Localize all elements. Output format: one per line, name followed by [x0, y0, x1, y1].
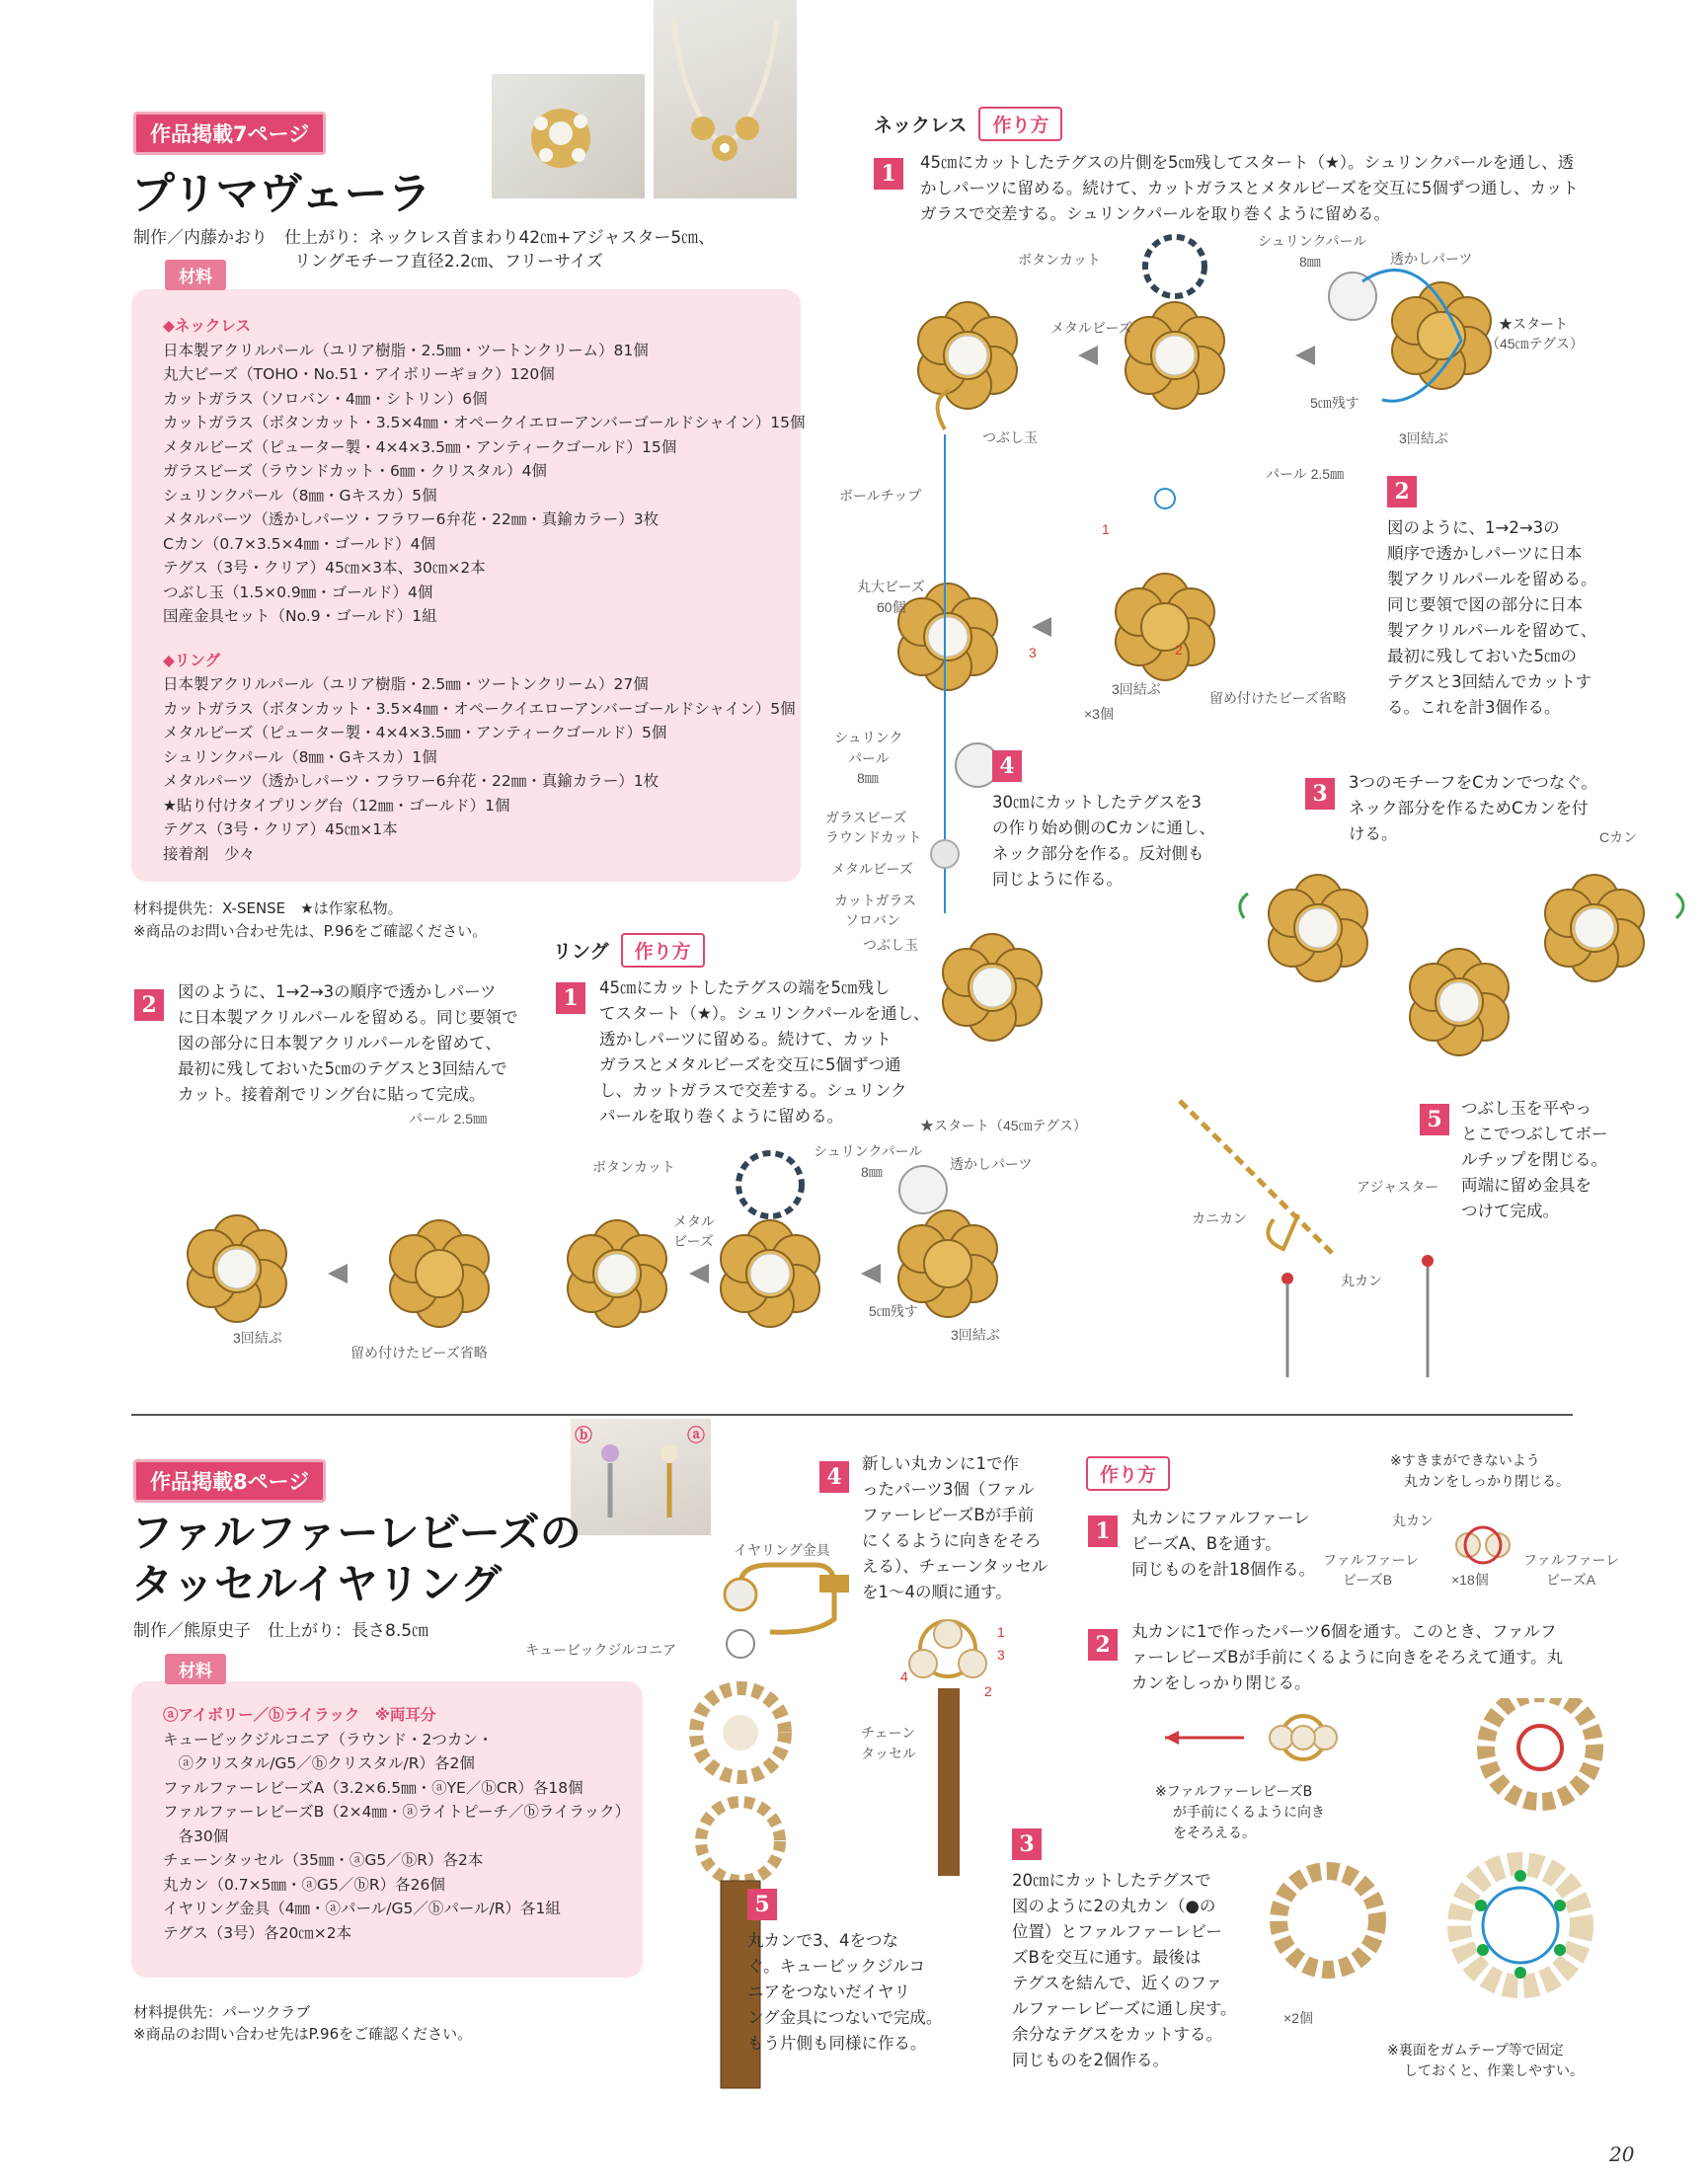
photo-badge-b: ⓑ [575, 1426, 592, 1446]
necklace-step2-number: 2 [1387, 476, 1417, 507]
step2-flower-a [898, 583, 997, 690]
label-far-b-1: ファルファーレ [1323, 1552, 1420, 1568]
step3-motif-right [1545, 875, 1644, 981]
step-line: 位置）とファルファーレビー [1012, 1922, 1222, 1941]
material-item: メタルパーツ（透かしパーツ・フラワー6弁花・22㎜・真鍮カラー）3枚 [163, 510, 660, 528]
ring-label-metal-1: メタル [673, 1213, 715, 1229]
material-item: テグス（3号・クリア）45㎝×3本、30㎝×2本 [163, 559, 486, 577]
ring-photo [492, 74, 645, 198]
ring-step1-flower-b [721, 1220, 819, 1327]
step-line: カンをしっかり閉じる。 [1131, 1673, 1311, 1692]
material-item: 日本製アクリルパール（ユリア樹脂・2.5㎜・ツートンクリーム）81個 [163, 341, 649, 359]
section2-credit: 制作／熊原史子 仕上がり：長さ8.5㎝ [133, 1621, 429, 1641]
material-item: カットガラス（ソロバン・4㎜・シトリン）6個 [163, 389, 488, 408]
label-tsubushi: つぶし玉 [982, 429, 1038, 445]
necklace-step4-text [992, 790, 1215, 893]
ring-label-button-cut: ボタンカット [592, 1159, 675, 1175]
step-line: し、カットガラスで交差する。シュリンク [599, 1081, 907, 1100]
label-60: 60個 [877, 599, 906, 615]
step-line: に日本製アクリルパールを留める。同じ要領で [178, 1008, 518, 1027]
ring-step1-number: 1 [556, 982, 585, 1014]
step-line: 図のように2の丸カン（●の [1012, 1897, 1216, 1915]
material-item: カットガラス（ボタンカット・3.5×4㎜・オペークイエローアンバーゴールドシャイン）5個 [163, 699, 796, 718]
page-number: 20 [1609, 2142, 1635, 2166]
label-leave-5cm: 5㎝残す [1310, 395, 1359, 411]
step-line: 3つのモチーフをCカンでつなぐ。 [1349, 773, 1597, 792]
necklace-heading-text: ネックレス [874, 115, 968, 136]
necklace-materials [163, 314, 806, 866]
step-line: ルファーレビーズに通し戻す。 [1012, 1999, 1237, 2018]
step-line: テグスを結んで、近くのファ [1012, 1974, 1223, 1992]
material-item: テグス（3号・クリア）45㎝×1本 [163, 820, 398, 838]
ring-heading [553, 933, 705, 968]
step-line: 順序で透かしパーツに日本 [1387, 544, 1583, 563]
earring-step3-note-1: ※裏面をガムテープ等で固定 [1387, 2043, 1564, 2059]
ring-label-knot: 3回結ぶ [233, 1330, 282, 1346]
earring-step2-number: 2 [1088, 1629, 1118, 1661]
label-8mm: 8㎜ [1299, 254, 1321, 270]
label-cubic: キュービックジルコニア [525, 1642, 677, 1658]
earring-step4-n2: 2 [984, 1683, 992, 1699]
label-sukashi: 透かしパーツ [1390, 251, 1473, 267]
step1-flower-a [918, 302, 1017, 409]
earring-step1-diagram [1443, 1520, 1522, 1570]
earring-step4-n1: 1 [997, 1624, 1005, 1640]
step-line: ガラスで交差する。シュリンクパールを取り巻くように留める。 [920, 204, 1391, 223]
material-item: 丸カン（0.7×5㎜・ⓐG5／ⓑR）各26個 [163, 1875, 445, 1894]
step-line: 丸カンに1で作ったパーツ6個を通す。このとき、ファルフ [1131, 1622, 1557, 1641]
label-shrink-v2: パール [848, 750, 890, 766]
necklace-heading [874, 107, 1062, 141]
ring-label-shrink: シュリンクパール [814, 1143, 923, 1159]
label-kanikan: カニカン [1192, 1210, 1247, 1226]
earring-step4-n4: 4 [900, 1669, 908, 1684]
step-line: 30㎝にカットしたテグスを3 [992, 793, 1203, 812]
label-metal-beads: メタルビーズ [1050, 320, 1132, 336]
label-far-b-2: ビーズB [1343, 1572, 1393, 1588]
material-item: シュリンクパール（8㎜・Gキスカ）5個 [163, 486, 437, 505]
necklace-step5-text [1461, 1096, 1608, 1224]
step-line: つけて完成。 [1461, 1202, 1559, 1220]
label-marukan: 丸カン [1341, 1273, 1382, 1288]
section-divider [131, 1414, 1573, 1416]
material-item: シュリンクパール（8㎜・Gキスカ）1個 [163, 747, 437, 766]
step-line: 45㎝にカットしたテグスの片側を5㎝残してスタート（★）。シュリンクパールを通し、透 [920, 153, 1575, 172]
earring-step3-number: 3 [1012, 1828, 1042, 1860]
label-far-a-1: ファルファーレ [1523, 1552, 1620, 1568]
step-line: 丸カンにファルファーレ [1131, 1509, 1310, 1527]
label-button-cut: ボタンカット [1018, 252, 1101, 268]
step-line: かしパーツに留める。続けて、カットガラスとメタルビーズを交互に5個ずつ通し、カット [920, 179, 1579, 197]
label-glass-1: ガラスビーズ [825, 810, 907, 825]
label-knot-3: 3回結ぶ [1399, 430, 1448, 446]
label-earring-clip: イヤリング金具 [734, 1542, 830, 1558]
material-item: チェーンタッセル（35㎜・ⓐG5／ⓑR）各2本 [163, 1851, 484, 1869]
step-line: つぶし玉を平やっ [1461, 1099, 1592, 1118]
label-x3: ×3個 [1084, 706, 1114, 722]
step-line: 透かしパーツに留める。続けて、カット [599, 1030, 892, 1049]
step-line: の作り始め側のCカンに通し、 [992, 818, 1216, 837]
section1-tag: 作品掲載7ページ [133, 112, 326, 155]
earring-step2-text [1131, 1619, 1563, 1696]
material-item: ガラスビーズ（ラウンドカット・6㎜・クリスタル）4個 [163, 462, 547, 480]
label-shrink-8mm: 8㎜ [857, 770, 879, 786]
section2-supplier: 材料提供先：パーツクラブ [133, 2003, 311, 2021]
material-item: 丸大ビーズ（TOHO・No.51・アイボリーギョク）120個 [163, 365, 555, 383]
step-line: ネック部分を作る。反対側も [992, 844, 1204, 863]
step-line: ニアをつないだイヤリ [747, 1983, 910, 2001]
label-ball-chip: ボールチップ [839, 488, 922, 504]
material-item: ファルファーレビーズB（2×4㎜・ⓐライトピーチ／ⓑライラック） [163, 1803, 631, 1821]
label-x2: ×2個 [1283, 2010, 1313, 2026]
earring-materials [163, 1703, 630, 1945]
label-metal-beads-2: メタルビーズ [831, 861, 913, 877]
earring-step1-number: 1 [1088, 1516, 1118, 1547]
step-line: 図の部分に日本製アクリルパールを留めて、 [178, 1034, 502, 1052]
label-adjuster: アジャスター [1357, 1179, 1439, 1195]
step2-flower-b [1116, 574, 1214, 680]
step-line: 最初に残しておいた5㎝の [1387, 647, 1577, 665]
ring-label-sukashi: 透かしパーツ [950, 1156, 1033, 1172]
step-line: ング金具につないで完成。 [747, 2008, 943, 2027]
material-item: つぶし玉（1.5×0.9㎜・ゴールド）4個 [163, 583, 433, 601]
necklace-photo [654, 0, 797, 198]
ring-heading-text: リング [553, 941, 609, 963]
step-line: 最初に残しておいた5㎝のテグスと3回結んで [178, 1059, 507, 1078]
step-line: 新しい丸カンに1で作 [862, 1454, 1019, 1473]
material-item: メタルビーズ（ピューター製・4×4×3.5㎜・アンティークゴールド）15個 [163, 437, 677, 456]
label-c-kan: Cカン [1599, 829, 1638, 845]
step-line: ったパーツ3個（ファル [862, 1480, 1035, 1499]
photo-badge-a: ⓐ [687, 1426, 705, 1446]
label-knot-3-step2: 3回結ぶ [1112, 681, 1161, 697]
section1-materials-label: 材料 [165, 260, 226, 290]
ring-photo-art [492, 74, 645, 198]
material-item: メタルビーズ（ピューター製・4×4×3.5㎜・アンティークゴールド）5個 [163, 724, 667, 741]
step-line: 余分なテグスをカットする。 [1012, 2025, 1223, 2044]
section2-supplier-note: ※商品のお問い合わせ先はP.96をご確認ください。 [133, 2025, 473, 2043]
earring-step3-note-2: しておくと、作業しやすい。 [1404, 2063, 1584, 2079]
label-x18: ×18個 [1451, 1572, 1489, 1588]
necklace-step1-number: 1 [874, 158, 903, 190]
earring-step2-note-2: が手前にくるように向き [1173, 1805, 1325, 1821]
earring-step1-note-2: 丸カンをしっかり閉じる。 [1404, 1474, 1570, 1490]
step-line: ルチップを閉じる。 [1461, 1150, 1608, 1169]
earring-step3-text [1012, 1868, 1237, 2073]
ring-label-8mm: 8㎜ [861, 1164, 883, 1180]
section2-tag: 作品掲載8ページ [133, 1459, 326, 1503]
step-line: 同じ要領で図の部分に日本 [1387, 595, 1583, 614]
step1-flower-b [1126, 302, 1224, 409]
label-cut-1: カットガラス [834, 893, 917, 908]
step-line: テグスと3回結んでカットす [1387, 672, 1592, 691]
necklace-step3-number: 3 [1305, 778, 1335, 810]
step-line: ネック部分を作るためCカンを付 [1349, 799, 1589, 817]
earring-step5-text [747, 1928, 942, 2057]
material-item: 日本製アクリルパール（ユリア樹脂・2.5㎜・ツートンクリーム）27個 [163, 675, 649, 693]
step-line: とこでつぶしてボー [1461, 1125, 1608, 1143]
label-tegusu-45: （45㎝テグス） [1486, 336, 1584, 351]
step-line: にくるように向きをそろ [862, 1531, 1042, 1550]
ring-label-omit: 留め付けたビーズ省略 [350, 1345, 488, 1361]
label-shrink-pearl: シュリンクパール [1258, 233, 1367, 249]
step-line: える）、チェーンタッセル [862, 1557, 1048, 1576]
section1-supplier-note: ※商品のお問い合わせ先は、P.96をご確認ください。 [133, 922, 488, 940]
section1-title: プリマヴェーラ [131, 169, 431, 219]
label-omit: 留め付けたビーズ省略 [1209, 690, 1347, 706]
label-chain-2: タッセル [861, 1746, 916, 1761]
step4-motif [943, 934, 1042, 1041]
necklace-step4-number: 4 [992, 750, 1022, 782]
section1-credit-1: 制作／内藤かおり 仕上がり：ネックレス首まわり42㎝+アジャスター5㎝、 [133, 228, 716, 248]
necklace-step3-text [1349, 770, 1597, 847]
label-glass-2: ラウンドカット [825, 829, 922, 845]
step-line: 両端に留め金具を [1461, 1176, 1592, 1195]
step-line: る。これを計3個作る。 [1387, 698, 1561, 717]
material-item: キュービックジルコニア（ラウンド・2つカン・ [163, 1730, 494, 1749]
ring-step2-text [178, 979, 518, 1108]
ring-step2-flower-a [188, 1215, 286, 1322]
step-line: 45㎝にカットしたテグスの端を5㎝残し [599, 978, 891, 997]
ring-label-knot-2: 3回結ぶ [951, 1327, 1000, 1343]
ring-label-metal-2: ビーズ [673, 1233, 714, 1249]
earring-step2-note-3: をそろえる。 [1173, 1826, 1256, 1841]
step-line: を1～4の順に通す。 [862, 1583, 1012, 1601]
earring-step2-note-1: ※ファルファーレビーズB [1155, 1784, 1313, 1800]
earring-step4-n3: 3 [997, 1647, 1005, 1663]
step-line: 同じものを計18個作る。 [1131, 1560, 1315, 1579]
step-line: ビーズA、Bを通す。 [1131, 1534, 1281, 1553]
step-line: 図のように、1→2→3の順序で透かしパーツ [178, 982, 497, 1001]
step-line: 図のように、1→2→3の [1387, 518, 1560, 537]
step-line: ファーレビーズBが手前 [862, 1506, 1035, 1524]
ring-materials-head: ◆リング [163, 651, 221, 669]
material-item: Cカン（0.7×3.5×4㎜・ゴールド）4個 [163, 534, 436, 553]
label-n2: 2 [1175, 642, 1183, 658]
step3-motif-center [1410, 949, 1509, 1055]
step-line: 丸カンで3、4をつな [747, 1931, 898, 1950]
section1-credit-2: リングモチーフ直径2.2㎝、フリーサイズ [294, 252, 603, 272]
necklace-photo-art [654, 0, 797, 198]
step3-motif-left [1269, 875, 1367, 981]
label-marukan-2: 丸カン [1392, 1513, 1434, 1528]
ring-step2-flower-b [390, 1220, 489, 1327]
earring-how-to-tag: 作り方 [1086, 1456, 1170, 1491]
ring-step1-flower-a [568, 1220, 666, 1327]
necklace-step5-number: 5 [1420, 1104, 1449, 1135]
label-marudai: 丸大ビーズ [857, 579, 925, 594]
necklace-step1-text [920, 150, 1579, 227]
section2-title-1: ファルファーレビーズの [131, 1509, 582, 1557]
necklace-how-to-tag: 作り方 [978, 107, 1062, 141]
step-line: ズBを交互に通す。最後は [1012, 1948, 1202, 1967]
step-line: ァーレビーズBが手前にくるように向きをそろえて通す。丸 [1131, 1648, 1564, 1667]
section1-supplier: 材料提供先：X-SENSE ★は作家私物。 [133, 899, 403, 917]
material-item: ★貼り付けタイプリング台（12㎜・ゴールド）1個 [163, 796, 510, 815]
ring-label-pearl: パール 2.5㎜ [409, 1111, 488, 1127]
earring-step5-number: 5 [747, 1889, 777, 1920]
ring-step1-text [599, 975, 930, 1129]
material-item: 接着剤 少々 [163, 844, 256, 863]
label-n1: 1 [1102, 521, 1110, 537]
step-line: カット。接着剤でリング台に貼って完成。 [178, 1085, 486, 1104]
earring-step4-number: 4 [819, 1461, 849, 1493]
step-line: ぐ。キュービックジルコ [747, 1957, 926, 1976]
label-tsubushi-2: つぶし玉 [863, 937, 918, 953]
earring-step1-note-1: ※すきまができないよう [1390, 1453, 1540, 1469]
material-item: ファルファーレビーズA（3.2×6.5㎜・ⓐYE／ⓑCR）各18個 [163, 1778, 583, 1797]
step-line: もう片側も同様に作る。 [747, 2034, 927, 2053]
section2-materials-label: 材料 [165, 1654, 226, 1684]
material-item: 国産金具セット（No.9・ゴールド）1組 [163, 607, 437, 625]
label-far-a-2: ビーズA [1546, 1572, 1596, 1588]
step-line: 製アクリルパールを留めて、 [1387, 621, 1597, 640]
label-cut-2: ソロバン [845, 912, 900, 928]
necklace-materials-head: ◆ネックレス [163, 317, 251, 335]
ring-label-start: ★スタート（45㎝テグス） [920, 1118, 1087, 1133]
material-item: イヤリング金具（4㎜・ⓐパール/G5／ⓑパール/R）各1組 [163, 1900, 561, 1917]
necklace-step2-text [1387, 515, 1597, 721]
earring-step4-text [862, 1451, 1048, 1605]
material-item: メタルパーツ（透かしパーツ・フラワー6弁花・22㎜・真鍮カラー）1枚 [163, 772, 660, 790]
label-n3: 3 [1029, 645, 1037, 661]
material-item: テグス（3号）各20㎝×2本 [163, 1923, 352, 1942]
step-line: ける。 [1349, 824, 1398, 843]
label-shrink-v1: シュリンク [834, 730, 903, 745]
step1-flower-c [1392, 282, 1491, 389]
step-line: 同じように作る。 [992, 870, 1123, 889]
label-pearl-2-5: パール 2.5㎜ [1266, 466, 1345, 482]
step-line: パールを取り巻くように留める。 [599, 1107, 844, 1126]
ring-how-to-tag: 作り方 [621, 933, 705, 968]
ring-label-leave: 5㎝残す [869, 1303, 918, 1319]
ring-step2-number: 2 [134, 989, 164, 1021]
material-item: ⓐクリスタル/G5／ⓑクリスタル/R）各2個 [163, 1754, 475, 1772]
earring-step1-text [1131, 1506, 1315, 1583]
step-line: 同じものを2個作る。 [1012, 2051, 1169, 2069]
label-chain-1: チェーン [861, 1725, 916, 1741]
earring-materials-head: ⓐアイボリー／ⓑライラック ※両耳分 [163, 1706, 436, 1724]
material-item: カットガラス（ボタンカット・3.5×4㎜・オペークイエローアンバーゴールドシャイン）15個 [163, 414, 806, 431]
material-item: 各30個 [163, 1827, 229, 1845]
step-line: 製アクリルパールを留める。 [1387, 570, 1597, 588]
step-line: てスタート（★）。シュリンクパールを通し、 [599, 1004, 930, 1023]
step-line: 20㎝にカットしたテグスで [1012, 1871, 1211, 1890]
section2-title-2: タッセルイヤリング [131, 1560, 503, 1608]
label-start: ★スタート [1499, 316, 1568, 332]
step-line: ガラスとメタルビーズを交互に5個ずつ通 [599, 1055, 901, 1074]
